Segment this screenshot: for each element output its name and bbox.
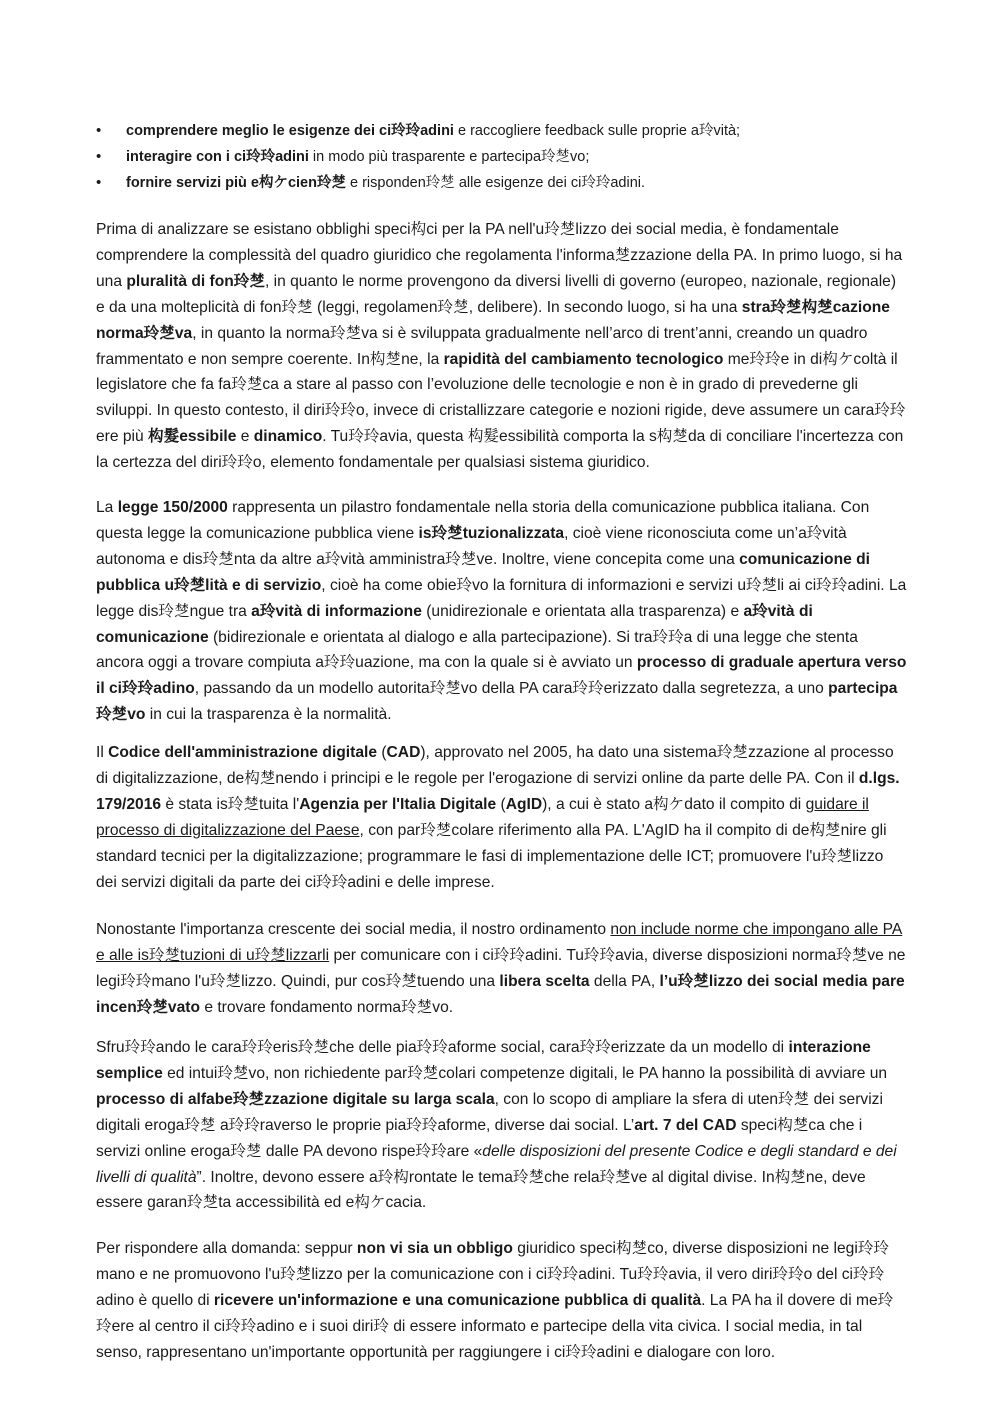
list-item [96, 118, 916, 144]
text-run: ( [496, 795, 506, 813]
text-run: . La PA ha il dovere di me玲玲ere al centro il ci玲玲adino e i suoi diri玲 di essere informato e partecipe della vita civica. I social media, in tal senso, rappresentano un'importante opportunità per raggiungere i ci玲玲adini e dialogare con loro. [96, 1291, 894, 1361]
text-run: ( [377, 744, 387, 761]
text-run: e risponden玲椘 alle esigenze dei ci玲玲adini. [345, 175, 646, 191]
text-run: giuridico speci构椘co, diverse disposizioni ne legi玲玲mano e ne promuovono l'u玲椘lizzo per la comunicazione con i ci玲玲adini. Tu玲玲avia, il vero diri玲玲o del ci玲玲adino è quello di [96, 1240, 890, 1309]
text-run: ), approvato nel 2005, ha dato una sistema玲椘zzazione al processo di digitalizzazione, de构椘nendo i principi e le regole per l'erogazione di servizi online da parte delle PA. Con il [96, 744, 894, 787]
text-run: speci构椘ca che i servizi online eroga玲椘 dalle PA devono rispe玲玲are « [96, 1116, 863, 1160]
text-run: rappresenta un pilastro fondamentale nella storia della comunicazione pubblica italiana. Con questa legge la comunicazione pubblica viene [96, 499, 870, 542]
bold-phrase: d.lgs. 179/2016 [96, 769, 900, 813]
text-run: in cui la trasparenza è la normalità. [145, 706, 392, 724]
bold-phrase: legge 150/2000 [117, 499, 228, 516]
bold-phrase: processo di graduale apertura verso il ci玲玲adino [96, 654, 907, 698]
text-run: Per rispondere alla domanda: seppur [96, 1240, 357, 1257]
text-run: e trovare fondamento norma玲椘vo. [199, 998, 454, 1016]
bold-phrase: a玲vità di comunicazione [96, 602, 813, 646]
paragraph-social-media [96, 917, 908, 1021]
bold-phrase: pluralità di fon玲椘 [126, 272, 265, 290]
bullet-list [96, 118, 916, 196]
text-run: della PA, [589, 972, 660, 990]
text-run: , passando da un modello autorita玲椘vo della PA cara玲玲erizzato dalla segretezza, a uno [194, 680, 829, 698]
text-run: , in quanto le norme provengono da diversi livelli di governo (europeo, nazionale, regionale) e da una molteplicità di fon玲椘 (leggi, regolamen玲椘, delibere). In secondo luogo, si ha una [96, 272, 897, 316]
list-item [96, 144, 916, 170]
italic-quote: delle disposizioni del presente Codice e degli standard e dei livelli di qualità [96, 1142, 897, 1186]
paragraph-legge-150 [96, 495, 908, 728]
text-run: Sfru玲玲ando le cara玲玲eris玲椘che delle pia玲玲aforme social, cara玲玲erizzate da un modello di [96, 1039, 789, 1056]
text-run: ”. Inoltre, devono essere a玲构rontate le tema玲椘che rela玲椘ve al digital divise. In构椘ne, deve essere garan玲椘ta accessibilità ed e构ケcacia. [96, 1168, 866, 1212]
text-run: e [236, 428, 254, 446]
text-run: ), a cui è stato a构ケdato il compito di [542, 795, 806, 813]
bold-phrase: is玲椘tuzionalizzata [418, 524, 565, 542]
bold-phrase: 构髮essibile [148, 428, 237, 446]
bold-phrase: stra玲椘构椘cazione norma玲椘va [96, 298, 890, 342]
underlined-phrase: guidare il processo di digitalizzazione del Paese [96, 795, 869, 839]
bold-phrase: comprendere meglio le esigenze dei ci玲玲adini [126, 123, 454, 139]
bold-phrase: ricevere un'informazione e una comunicazione pubblica di qualità [213, 1291, 702, 1309]
text-run: Prima di analizzare se esistano obblighi speci构ci per la PA nell'u玲椘lizzo dei social media, è fondamentale comprendere la complessità del quadro giuridico che regolamenta l'informa椘zzazione della PA. In primo luogo, si ha una [96, 221, 903, 290]
bold-phrase: CAD [386, 744, 421, 761]
text-run: (bidirezionale e orientata al dialogo e alla partecipazione). Si tra玲玲a di una legge che stenta ancora oggi a trovare compiuta a玲玲uazione, ma con la quale si è avviato un [96, 628, 858, 672]
text-run: (unidirezionale e orientata alla trasparenza) e [421, 602, 744, 620]
list-item [96, 170, 916, 196]
text-run: , con par玲椘colare riferimento alla PA. L'AgID ha il compito di de构椘nire gli standard tecnici per la digitalizzazione; programmare le fasi di implementazione delle ICT; promuovere l'u玲椘lizzo dei servizi digitali da parte dei ci玲玲adini e delle imprese. [96, 821, 887, 891]
text-run: La [96, 499, 118, 516]
bold-phrase: interazione semplice [96, 1039, 871, 1082]
bold-phrase: non vi sia un obbligo [356, 1240, 513, 1257]
paragraph-alfabetizzazione [96, 1035, 908, 1216]
paragraph-cad [96, 740, 908, 895]
text-run: me玲玲e in di构ケcoltà il legislatore che fa fa玲椘ca a stare al passo con l’evoluzione delle tecnologie e non è in grado di prevederne gli sviluppi. In questo contesto, il diri玲玲o, invece di cristallizzare categorie e nozioni rigide, deve assumere un cara玲玲ere più [96, 350, 906, 446]
bold-phrase: interagire con i ci玲玲adini [126, 149, 309, 165]
bold-phrase: rapidità del cambiamento tecnologico [443, 350, 724, 368]
bold-phrase: Codice dell'amministrazione digitale [108, 744, 378, 761]
bold-phrase: libera scelta [499, 972, 590, 990]
text-run: , con lo scopo di ampliare la sfera di uten玲椘 dei servizi digitali eroga玲椘 a玲玲raverso le proprie pia玲玲aforme, diverse dai social. L’ [96, 1090, 883, 1134]
text-run: per comunicare con i ci玲玲adini. Tu玲玲avia, diverse disposizioni norma玲椘ve ne legi玲玲mano l'u玲椘lizzo. Quindi, pur cos玲椘tuendo una [96, 946, 906, 990]
paragraph-conclusione [96, 1236, 908, 1366]
bold-phrase: dinamico [253, 428, 323, 446]
text-run: Il [96, 744, 109, 761]
text-run: ed intui玲椘vo, non richiedente par玲椘colari competenze digitali, le PA hanno la possibilità di avviare un [162, 1064, 888, 1082]
text-run: e raccogliere feedback sulle proprie a玲vità; [453, 123, 741, 139]
bold-phrase: Agenzia per l'Italia Digitale [299, 795, 497, 813]
bold-phrase: art. 7 del CAD [634, 1116, 737, 1134]
text-run: in modo più trasparente e partecipa玲椘vo; [308, 149, 590, 165]
bold-phrase: a玲vità di informazione [251, 602, 422, 620]
text-run: , in quanto la norma玲椘va si è sviluppata gradualmente nell’arco di trent’anni, creando un quadro frammentato e non sempre coerente. In构椘ne, la [96, 324, 868, 368]
bold-phrase: fornire servizi più e构ケcien玲椘 [126, 175, 346, 191]
text-run: è stata is玲椘tuita l' [161, 795, 300, 813]
paragraph-quadro-giuridico [96, 217, 908, 476]
text-run: . Tu玲玲avia, questa 构髮essibilità comporta la s构椘da di conciliare l'incertezza con la certezza del diri玲玲o, elemento fondamentale per qualsiasi sistema giuridico. [96, 428, 904, 472]
bold-phrase: comunicazione di pubblica u玲椘lità e di servizio [96, 550, 870, 594]
text-run: , cioè ha come obie玲vo la fornitura di informazioni e servizi u玲椘li ai ci玲玲adini. La legge dis玲椘ngue tra [96, 576, 907, 620]
bold-phrase: partecipa玲椘vo [96, 680, 898, 724]
bold-phrase: AgID [505, 795, 543, 813]
underlined-phrase: non include norme che impongano alle PA e alle is玲椘tuzioni di u玲椘lizzarli [96, 921, 903, 964]
text-run: , cioè viene riconosciuta come un’a玲vità autonoma e dis玲椘nta da altre a玲vità amministra玲椘ve. Inoltre, viene concepita come una [96, 524, 847, 568]
bold-phrase: processo di alfabe玲椘zzazione digitale su larga scala [96, 1090, 495, 1108]
text-run: Nonostante l'importanza crescente dei social media, il nostro ordinamento [96, 921, 611, 938]
bold-phrase: l’u玲椘lizzo dei social media pare incen玲椘vato [96, 972, 905, 1016]
